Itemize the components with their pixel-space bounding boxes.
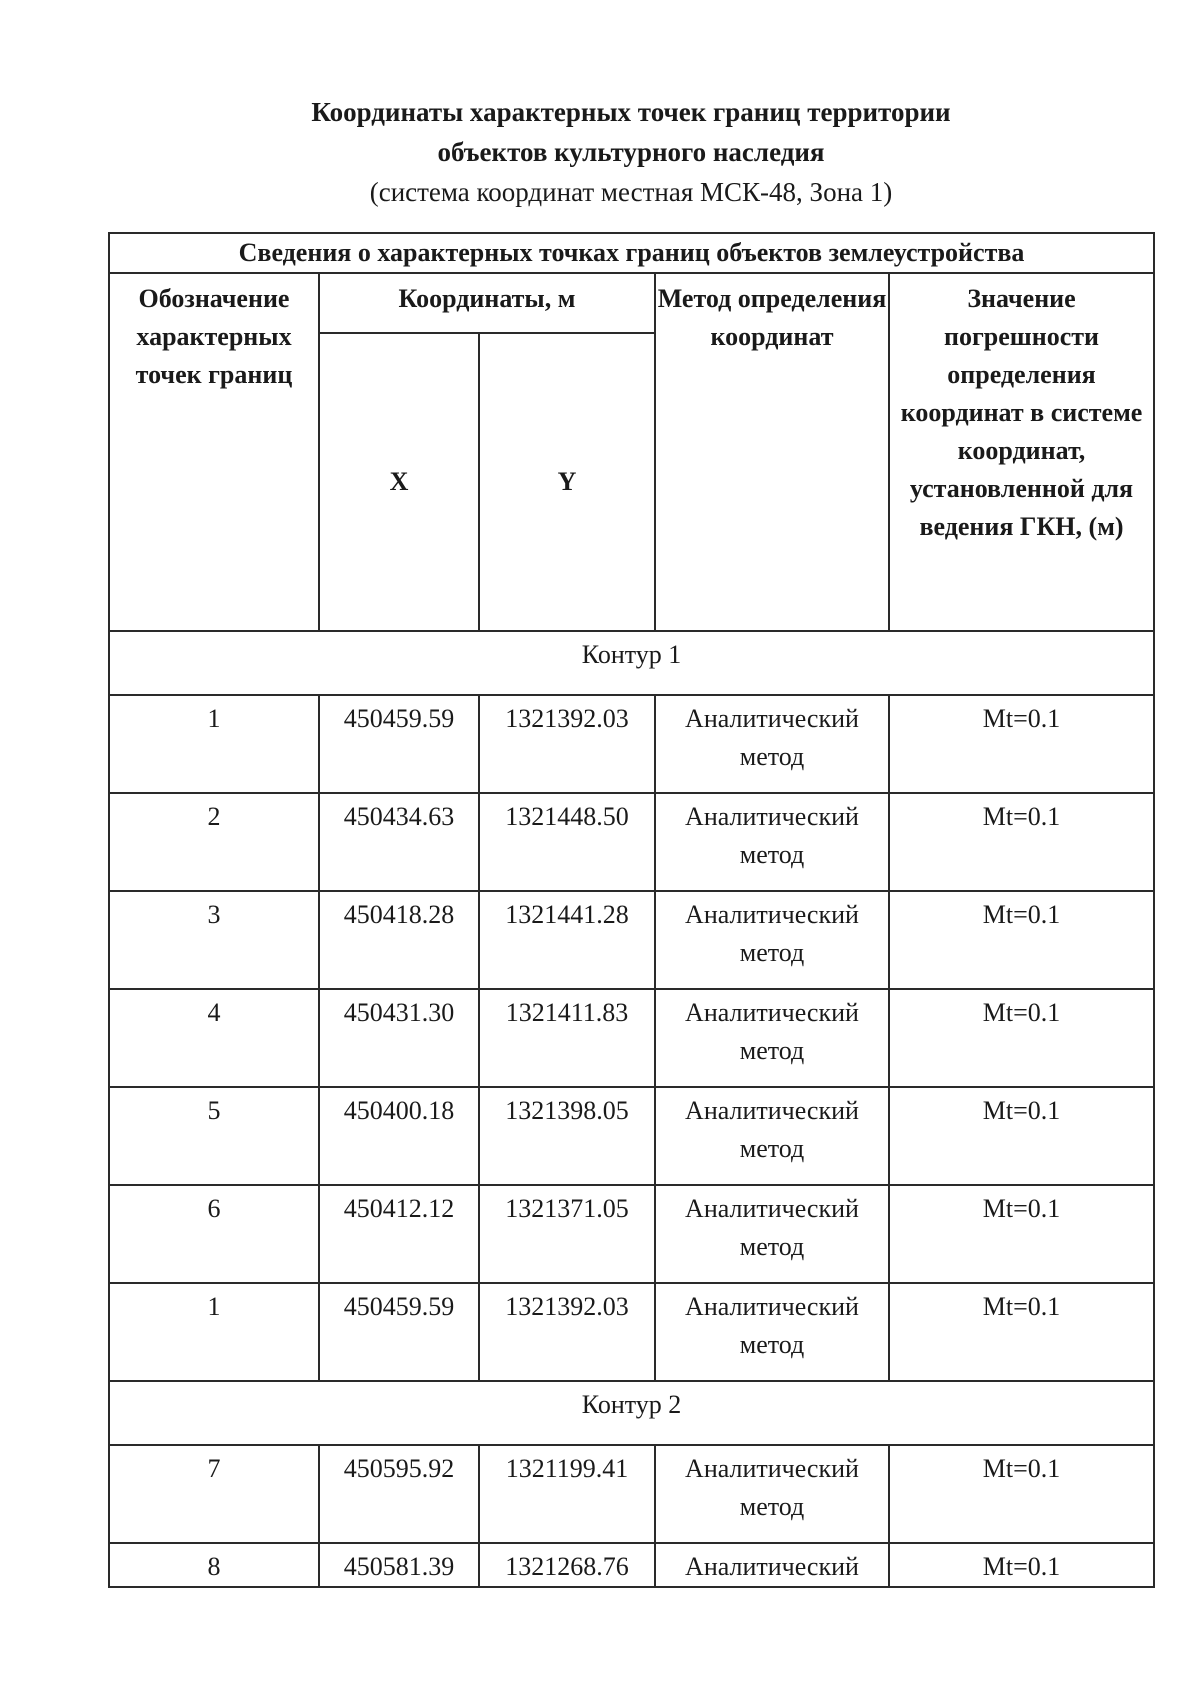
x-cell: 450459.59 [319,695,479,793]
point-cell: 2 [109,793,319,891]
title-line-1: Координаты характерных точек границ территории [311,97,951,127]
method-cell [655,695,889,793]
error-cell: Mt=0.1 [889,1185,1154,1283]
method-text: Аналитический [685,900,859,929]
header-y: Y [479,333,655,631]
header-coordinates: Координаты, м [319,273,655,333]
table-row [109,1543,1154,1587]
error-cell: Mt=0.1 [889,1543,1154,1587]
contour-row [109,1381,1154,1445]
error-cell: Mt=0.1 [889,891,1154,989]
y-cell: 1321398.05 [479,1087,655,1185]
method-cell [655,1185,889,1283]
table-row [109,989,1154,1087]
table-main-header: Сведения о характерных точках границ объектов землеустройства [109,233,1154,273]
error-cell: Mt=0.1 [889,1283,1154,1381]
x-cell: 450595.92 [319,1445,479,1543]
x-cell: 450581.39 [319,1543,479,1587]
table-row [109,1445,1154,1543]
y-cell: 1321411.83 [479,989,655,1087]
error-cell: Mt=0.1 [889,989,1154,1087]
coordinate-system-subtitle: (система координат местная МСК-48, Зона 1) [369,177,893,207]
point-cell: 1 [109,1283,319,1381]
method-text-2: метод [739,840,805,869]
x-cell: 450400.18 [319,1087,479,1185]
method-cell [655,1445,889,1543]
x-cell: 450418.28 [319,891,479,989]
method-cell [655,989,889,1087]
method-text-2: метод [739,938,805,967]
point-cell: 8 [109,1543,319,1587]
method-text: Аналитический [685,1454,859,1483]
y-cell: 1321441.28 [479,891,655,989]
y-cell: 1321392.03 [479,1283,655,1381]
x-cell: 450434.63 [319,793,479,891]
header-point-designation: Обозначение характерных точек границ [109,273,319,631]
contour-row [109,631,1154,695]
table-row [109,1185,1154,1283]
error-cell: Mt=0.1 [889,793,1154,891]
x-cell: 450459.59 [319,1283,479,1381]
method-text: Аналитический [685,1552,859,1581]
contour-2-label: Контур 2 [109,1381,1154,1445]
method-text-2: метод [739,1330,805,1359]
y-cell: 1321392.03 [479,695,655,793]
point-cell: 6 [109,1185,319,1283]
point-cell: 5 [109,1087,319,1185]
title-line-2: объектов культурного наследия [437,137,825,167]
y-cell: 1321268.76 [479,1543,655,1587]
method-text: Аналитический [685,1292,859,1321]
header-method: Метод определения координат [655,273,889,631]
point-cell: 4 [109,989,319,1087]
error-cell: Mt=0.1 [889,1445,1154,1543]
y-cell: 1321448.50 [479,793,655,891]
method-text-2: метод [739,1492,805,1521]
method-cell [655,891,889,989]
header-error: Значение погрешности определения координат в системе координат, установленной для ведения ГКН, (м) [889,273,1154,631]
header-x: X [319,333,479,631]
method-text: Аналитический [685,1096,859,1125]
coordinates-table [108,232,1155,1588]
method-cell [655,1087,889,1185]
method-text: Аналитический [685,704,859,733]
y-cell: 1321199.41 [479,1445,655,1543]
method-cell [655,1283,889,1381]
error-cell: Mt=0.1 [889,1087,1154,1185]
method-text-2: метод [739,1134,805,1163]
y-cell: 1321371.05 [479,1185,655,1283]
method-cell [655,793,889,891]
point-cell: 1 [109,695,319,793]
table-row [109,1087,1154,1185]
method-text-2: метод [739,742,805,771]
table-row [109,793,1154,891]
method-text: Аналитический [685,998,859,1027]
point-cell: 3 [109,891,319,989]
table-row [109,695,1154,793]
error-cell: Mt=0.1 [889,695,1154,793]
document-header [0,92,1200,212]
method-text-2: метод [739,1036,805,1065]
x-cell: 450431.30 [319,989,479,1087]
contour-1-label: Контур 1 [109,631,1154,695]
method-cell [655,1543,889,1587]
point-cell: 7 [109,1445,319,1543]
method-text: Аналитический [685,802,859,831]
x-cell: 450412.12 [319,1185,479,1283]
table-row [109,891,1154,989]
method-text: Аналитический [685,1194,859,1223]
table-row [109,1283,1154,1381]
method-text-2: метод [739,1232,805,1261]
